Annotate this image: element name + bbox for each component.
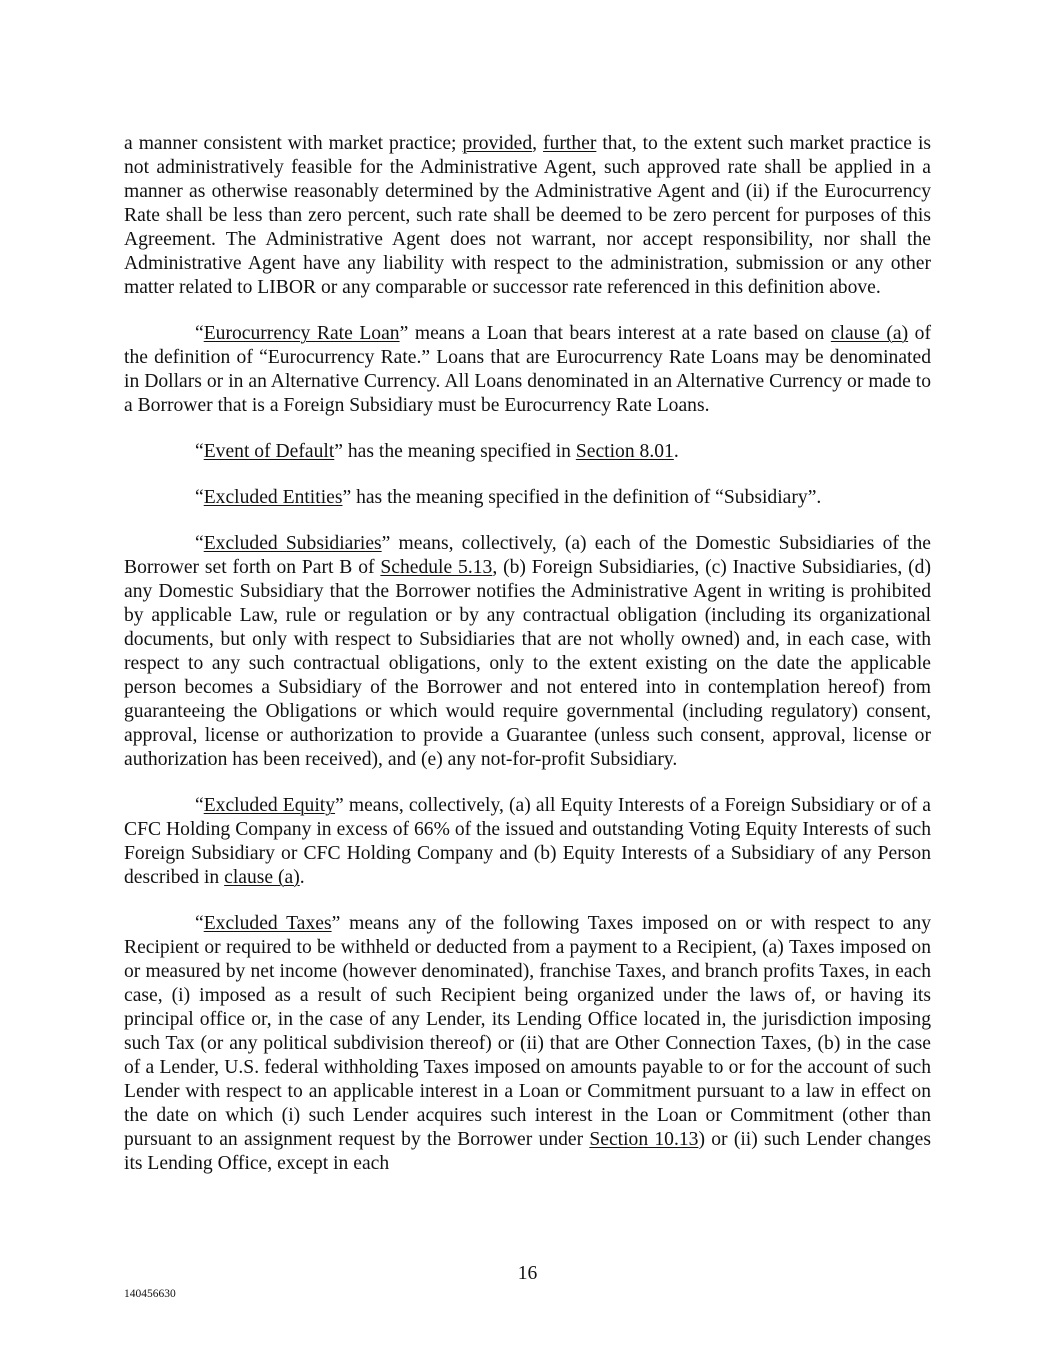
- text-run: ” means, collectively, (a) all Equity Interests of a Foreign Subsidiary or of a CFC Holding Company in excess of 66% of the issued and outstanding Voting Equity Interests of such Foreign Subsidiary or CFC Holding Company and (b) Equity Interests of a Subsidiary of any Person described in: [124, 795, 931, 888]
- text-run: “: [195, 913, 204, 934]
- text-run: “: [195, 795, 204, 816]
- definition-event-of-default: [124, 440, 931, 464]
- text-run: ,: [532, 133, 544, 154]
- underlined-term: Excluded Taxes: [203, 913, 332, 934]
- underlined-term: further: [543, 133, 597, 154]
- underlined-term: Eurocurrency Rate Loan: [203, 323, 400, 344]
- underlined-term: Section 10.13: [589, 1129, 699, 1150]
- text-run: “: [195, 487, 204, 508]
- definition-excluded-equity: [124, 794, 931, 890]
- underlined-term: Schedule 5.13: [380, 557, 493, 578]
- underlined-term: clause (a): [830, 323, 909, 344]
- text-run: ) or (ii) such Lender changes its Lending Office, except in each: [124, 1129, 931, 1174]
- text-run: of the definition of “Eurocurrency Rate.” Loans that are Eurocurrency Rate Loans may be denominated in Dollars or in an Alternative Currency. All Loans denominated in an Alternative Currency or made to a Borrower that is a Foreign Subsidiary must be Eurocurrency Rate Loans.: [124, 323, 931, 416]
- text-run: .: [673, 441, 679, 462]
- text-run: ” means, collectively, (a) each of the Domestic Subsidiaries of the Borrower set forth on Part B of: [124, 533, 931, 578]
- text-run: , (b) Foreign Subsidiaries, (c) Inactive Subsidiaries, (d) any Domestic Subsidiary that the Borrower notifies the Administrative Agent in writing is prohibited by applicable Law, rule or regulation or by any contractual obligation (including its organizational documents, but only with respect to Subsidiaries that are not wholly owned) and, in each case, with respect to any such contractual obligations, only to the extent existing on the date the applicable person becomes a Subsidiary of the Borrower and not entered into in contemplation hereof) from guaranteeing the Obligations or which would require governmental (including regulatory) consent, approval, license or authorization to provide a Guarantee (unless such consent, approval, license or authorization has been received), and (e) any not-for-profit Subsidiary.: [124, 557, 931, 770]
- text-run: “: [195, 323, 204, 344]
- underlined-term: Event of Default: [203, 441, 335, 462]
- underlined-term: clause (a): [224, 867, 300, 888]
- underlined-term: Excluded Equity: [203, 795, 336, 816]
- text-run: .: [299, 867, 305, 888]
- definition-excluded-entities: [124, 486, 931, 510]
- text-run: ” has the meaning specified in: [334, 441, 576, 462]
- text-run: “: [195, 441, 204, 462]
- underlined-term: Excluded Entities: [203, 487, 343, 508]
- text-run: “: [195, 533, 204, 554]
- text-run: ” means a Loan that bears interest at a rate based on: [399, 323, 831, 344]
- text-run: that, to the extent such market practice is not administratively feasible for the Administrative Agent, such approved rate shall be applied in a manner as otherwise reasonably determined by the Administrative Agent and (ii) if the Eurocurrency Rate shall be less than zero percent, such rate shall be deemed to be zero percent for purposes of this Agreement. The Administrative Agent does not warrant, nor accept responsibility, nor shall the Administrative Agent have any liability with respect to the administration, submission or any other matter related to LIBOR or any comparable or successor rate referenced in this definition above.: [124, 133, 932, 298]
- text-run: ” has the meaning specified in the definition of “Subsidiary”.: [342, 487, 822, 508]
- text-run: ” means any of the following Taxes imposed on or with respect to any Recipient or required to be withheld or deducted from a payment to a Recipient, (a) Taxes imposed on or measured by net income (however denominated), franchise Taxes, and branch profits Taxes, in each case, (i) imposed as a result of such Recipient being organized under the laws of, or having its principal office or, in the case of any Lender, its Lending Office located in, the jurisdiction imposing such Tax (or any political subdivision thereof) or (ii) that are Other Connection Taxes, (b) in the case of a Lender, U.S. federal withholding Taxes imposed on amounts payable to or for the account of such Lender with respect to an applicable interest in a Loan or Commitment pursuant to a law in effect on the date on which (i) such Lender acquires such interest in the Loan or Commitment (other than pursuant to an assignment request by the Borrower under: [124, 913, 932, 1150]
- document-page-body: [124, 132, 931, 1198]
- underlined-term: provided: [462, 133, 533, 154]
- underlined-term: Section 8.01: [575, 441, 674, 462]
- page-number: 16: [517, 1263, 538, 1284]
- paragraph-libor-continuation: [124, 132, 931, 300]
- definition-eurocurrency-rate-loan: [124, 322, 931, 418]
- underlined-term: Excluded Subsidiaries: [203, 533, 382, 554]
- text-run: a manner consistent with market practice;: [124, 133, 463, 154]
- definition-excluded-subsidiaries: [124, 532, 931, 772]
- definition-excluded-taxes: [124, 912, 931, 1176]
- document-id: 140456630: [124, 1288, 176, 1300]
